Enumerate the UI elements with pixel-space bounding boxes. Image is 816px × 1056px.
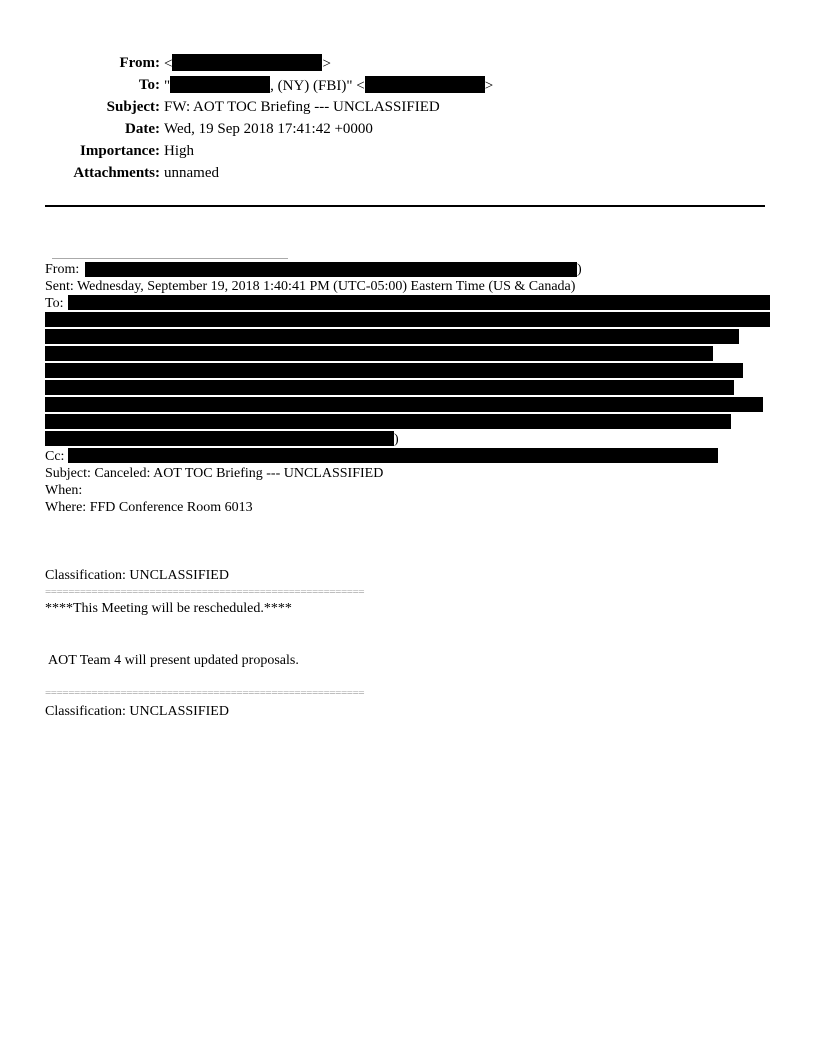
redaction-block	[45, 312, 770, 327]
classification-bottom: Classification: UNCLASSIFIED	[45, 704, 229, 719]
message-divider	[52, 258, 288, 259]
redaction-block	[45, 414, 731, 429]
message-from-close: )	[577, 262, 582, 277]
reschedule-note: ****This Meeting will be rescheduled.****	[45, 601, 292, 616]
redaction-block	[45, 397, 763, 412]
message-to-close: )	[394, 432, 399, 447]
header-to-value: " , (NY) (FBI)" < >	[164, 78, 494, 94]
redaction-block	[45, 346, 713, 361]
header-date-value: Wed, 19 Sep 2018 17:41:42 +0000	[164, 121, 373, 137]
redaction-block	[172, 54, 322, 71]
separator-top: =======================================================	[45, 587, 365, 597]
header-from-value: < >	[164, 56, 331, 72]
redaction-block	[85, 262, 577, 277]
message-when-line: When:	[45, 483, 83, 498]
header-to-label: To:	[138, 77, 160, 93]
message-cc-label: Cc:	[45, 449, 65, 464]
redaction-block	[45, 380, 734, 395]
classification-top: Classification: UNCLASSIFIED	[45, 568, 229, 583]
redaction-block	[45, 329, 739, 344]
header-date-label: Date:	[125, 121, 160, 137]
header-attachments-value: unnamed	[164, 165, 219, 181]
header-subject-label: Subject:	[106, 99, 160, 115]
redaction-block	[68, 448, 718, 463]
header-subject-value: FW: AOT TOC Briefing --- UNCLASSIFIED	[164, 99, 440, 115]
team-note: AOT Team 4 will present updated proposals.	[48, 653, 299, 668]
message-where-line: Where: FFD Conference Room 6013	[45, 500, 253, 515]
separator-bottom: =======================================================	[45, 688, 365, 698]
redaction-block	[365, 76, 485, 93]
redaction-block	[68, 295, 770, 310]
header-divider	[45, 205, 765, 207]
message-from-line: From:	[45, 262, 80, 277]
header-importance-value: High	[164, 143, 194, 159]
message-sent-line: Sent: Wednesday, September 19, 2018 1:40:41 PM (UTC-05:00) Eastern Time (US & Canada)	[45, 279, 576, 294]
header-attachments-label: Attachments:	[73, 165, 160, 181]
header-importance-label: Importance:	[80, 143, 160, 159]
header-from-label: From:	[119, 55, 160, 71]
redaction-block	[170, 76, 270, 93]
redaction-block	[45, 431, 394, 446]
message-subject-line: Subject: Canceled: AOT TOC Briefing --- UNCLASSIFIED	[45, 466, 384, 481]
message-to-label: To:	[45, 296, 64, 311]
redaction-block	[45, 363, 743, 378]
